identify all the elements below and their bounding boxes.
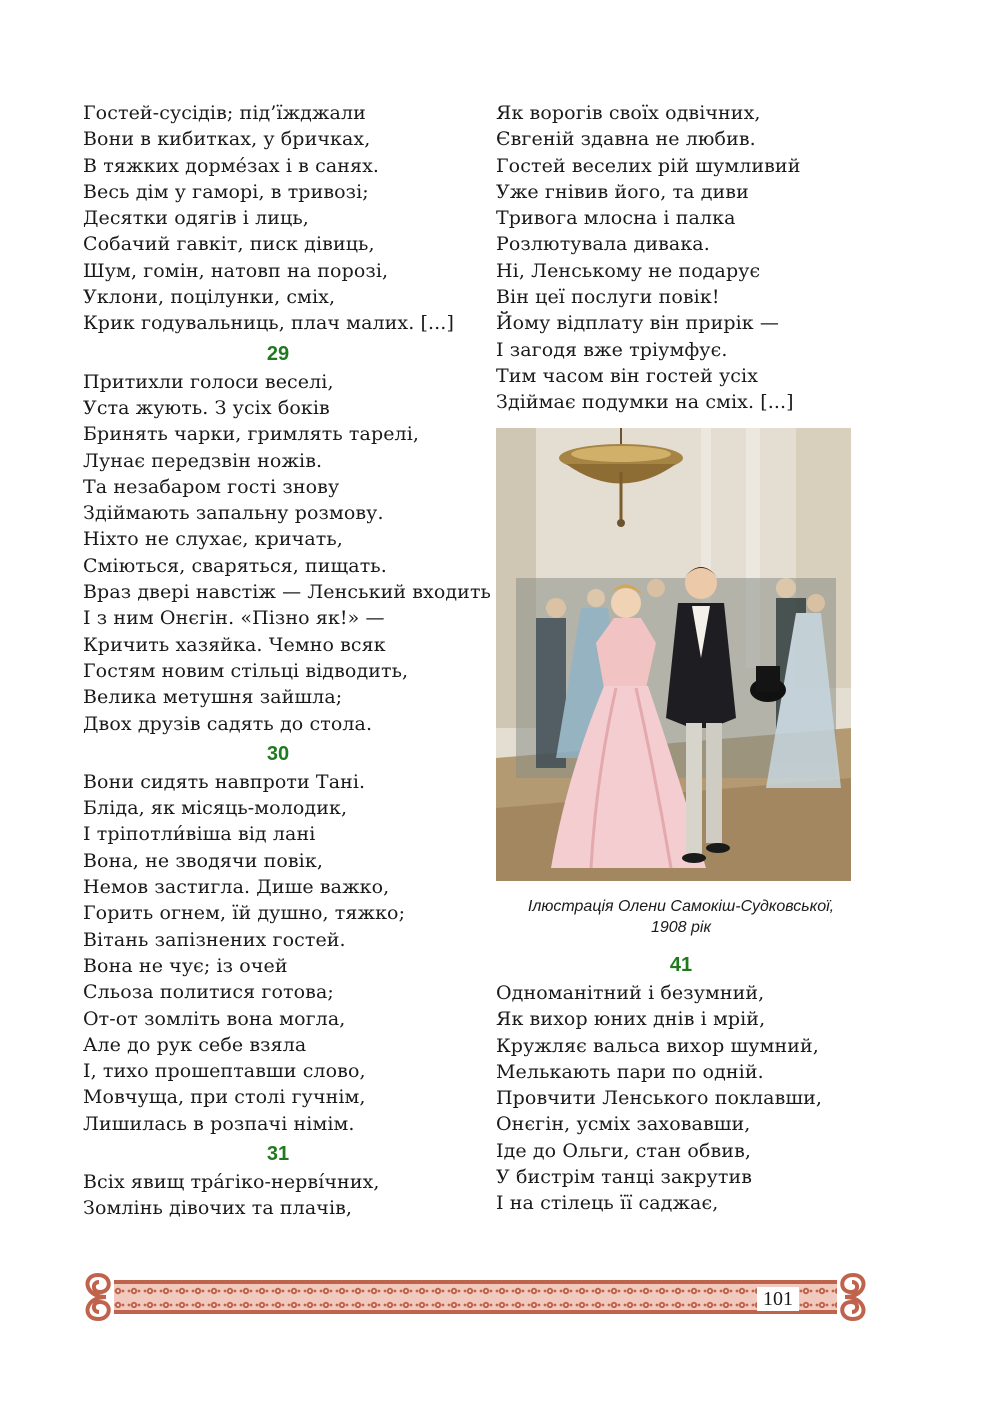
poem-line: Притихли голоси веселі, xyxy=(83,370,334,393)
stanza-41 xyxy=(496,980,856,1217)
poem-line: Мовчуща, при столі гучнім, xyxy=(83,1086,366,1109)
caption-line: 1908 рік xyxy=(650,919,712,936)
intro-stanza-right xyxy=(496,100,856,416)
ornamental-footer-border xyxy=(78,1270,873,1325)
poem-line: Йому відплату він прирік — xyxy=(496,312,779,335)
poem-line: Враз двері навстіж — Ленський входить xyxy=(83,581,492,604)
poem-line: І з ним Онєгін. «Пізно як!» — xyxy=(83,607,385,630)
ballroom-illustration-drawing xyxy=(496,428,851,881)
poem-line: Кричить хазяйка. Чемно всяк xyxy=(83,633,386,656)
poem-line: Десятки одягів і лиць, xyxy=(83,207,309,230)
poem-line: Вони сидять навпроти Тані. xyxy=(83,770,366,793)
stanza-29 xyxy=(83,369,492,737)
poem-line: Зомлінь дівочих та плачів, xyxy=(83,1197,353,1220)
poem-line: Крик годувальниць, плач малих. [...] xyxy=(83,312,454,335)
poem-line: Але до рук себе взяла xyxy=(83,1033,307,1056)
poem-line: Лунає передзвін ножів. xyxy=(83,449,323,472)
poem-line: Тривога млосна і палка xyxy=(496,207,736,230)
ballroom-illustration xyxy=(496,428,851,881)
poem-line: Всіх явищ тра́гіко-нерві́чних, xyxy=(83,1170,380,1193)
poem-line: Гостей-сусідів; під’їжджали xyxy=(83,102,366,124)
poem-line: І загодя вже тріумфує. xyxy=(496,338,728,361)
intro-stanza-left xyxy=(83,100,473,337)
poem-line: Шум, гомін, натовп на порозі, xyxy=(83,259,389,282)
left-column xyxy=(83,100,492,1222)
poem-line: Як вихор юних днів і мрій, xyxy=(496,1008,766,1031)
poem-line: Вони в кибитках, у бричках, xyxy=(83,128,371,151)
right-column-top xyxy=(496,100,856,416)
poem-line: Одноманітний і безумний, xyxy=(496,982,765,1004)
poem-line: Собачий гавкіт, писк дівиць, xyxy=(83,233,375,256)
poem-line: Кружляє вальса вихор шумний, xyxy=(496,1034,819,1057)
poem-line: Вона, не зводячи повік, xyxy=(83,849,323,872)
poem-line: Вона не чує; із очей xyxy=(83,954,288,977)
poem-line: Тим часом він гостей усіх xyxy=(496,364,759,387)
poem-line: Євгеній здавна не любив. xyxy=(496,128,756,151)
poem-line: Лишилась в розпачі німім. xyxy=(83,1112,355,1135)
poem-line: Двох друзів садять до стола. xyxy=(83,712,373,735)
poem-line: І тріпотли́віша від лані xyxy=(83,823,316,846)
poem-line: Як ворогів своїх одвічних, xyxy=(496,102,761,124)
stanza-number-29: 29 xyxy=(266,342,290,365)
poem-line: Ні, Ленському не подарує xyxy=(496,259,761,282)
stanza-31 xyxy=(83,1169,473,1222)
poem-line: Горить огнем, їй душно, тяжко; xyxy=(83,902,406,925)
poem-line: Уклони, поцілунки, сміх, xyxy=(83,286,336,309)
poem-line: Мелькають пари по одній. xyxy=(496,1060,764,1083)
right-column-bottom xyxy=(496,948,856,1217)
poem-line: І на стілець її саджає, xyxy=(496,1192,719,1215)
stanza-30 xyxy=(83,769,473,1137)
poem-line: І, тихо прошептавши слово, xyxy=(83,1060,366,1083)
poem-line: Велика метушня зайшла; xyxy=(83,686,343,709)
poem-line: Сльоза политися готова; xyxy=(83,981,334,1004)
poem-line: Бліда, як місяць-молодик, xyxy=(83,797,348,820)
poem-line: Провчити Ленського поклавши, xyxy=(496,1087,823,1110)
stanza-number-30: 30 xyxy=(266,742,290,765)
illustration-caption xyxy=(496,896,866,938)
stanza-number-31: 31 xyxy=(266,1142,290,1165)
poem-line: Іде до Ольги, стан обвив, xyxy=(496,1139,752,1162)
poem-line: Немов застигла. Дише важко, xyxy=(83,876,390,899)
poem-line: В тяжких дорме́зах і в санях. xyxy=(83,154,380,177)
poem-line: Вітань запізнених гостей. xyxy=(83,928,346,951)
poem-line: Сміються, сваряться, пищать. xyxy=(83,554,387,577)
poem-line: Розлютувала дивака. xyxy=(496,233,710,256)
poem-line: Здіймає подумки на сміх. [...] xyxy=(496,391,794,414)
poem-line: Здіймають запальну розмову. xyxy=(83,502,384,525)
poem-line: Уста жують. З усіх боків xyxy=(83,396,330,419)
poem-line: Весь дім у гаморі, в тривозі; xyxy=(83,180,369,203)
poem-line: Бринять чарки, гримлять тарелі, xyxy=(83,423,420,446)
poem-line: Та незабаром гості знову xyxy=(83,475,340,498)
poem-line: У бистрім танці закрутив xyxy=(496,1166,753,1189)
caption-line: Ілюстрація Олени Самокіш-Судковської, xyxy=(527,898,835,915)
poem-line: Онєгін, усміх заховавши, xyxy=(496,1113,751,1136)
ornament-pattern xyxy=(78,1270,873,1325)
stanza-number-41: 41 xyxy=(669,954,693,976)
poem-line: Гостей веселих рій шумливий xyxy=(496,154,801,177)
poem-line: Гостям новим стільці відводить, xyxy=(83,659,409,682)
poem-line: Ніхто не слухає, кричать, xyxy=(83,528,343,551)
poem-line: Він цеї послуги повік! xyxy=(496,286,720,309)
page-number: 101 xyxy=(757,1287,799,1311)
poem-line: От-от зомліть вона могла, xyxy=(83,1007,346,1030)
poem-line: Уже гнівив його, та диви xyxy=(496,180,749,203)
